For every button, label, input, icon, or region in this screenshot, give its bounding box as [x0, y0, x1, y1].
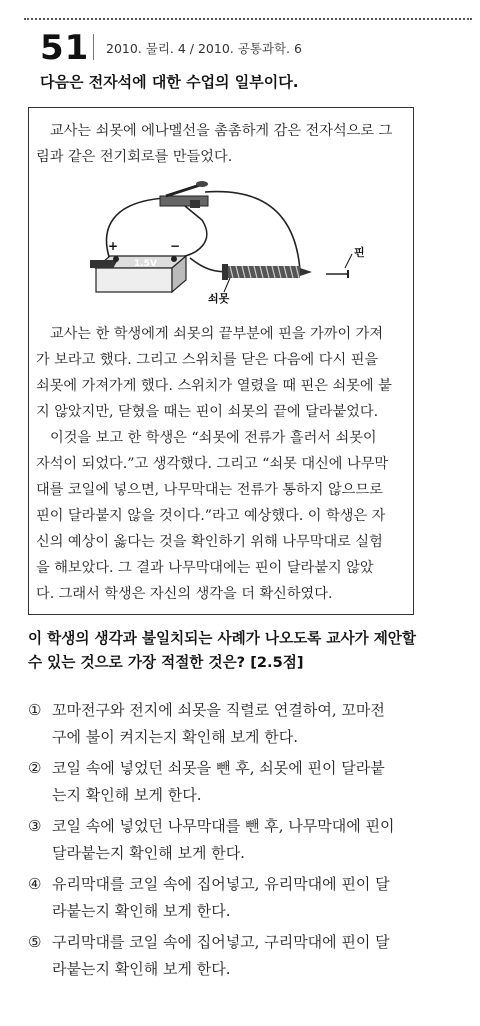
box-para2-line2: 가 보라고 했다. 그리고 스위치를 닫은 다음에 다시 핀을 [36, 352, 379, 368]
choice-3[interactable] [28, 813, 394, 867]
question-stem [28, 627, 416, 675]
battery-plus-label: + [108, 239, 119, 253]
nail-label: 쇠못 [208, 292, 230, 305]
box-para2-line11: 다. 그래서 학생은 자신의 생각을 더 확신하였다. [36, 586, 333, 602]
box-para2-line9: 신의 예상이 옳다는 것을 확인하기 위해 나무막대로 실험 [36, 534, 383, 550]
choice-4[interactable] [28, 871, 390, 925]
choice-2-mark: ② [28, 759, 42, 777]
choice-2-line2: 는지 확인해 보게 한다. [52, 786, 202, 804]
intro-text: 다음은 전자석에 대한 수업의 일부이다. [40, 73, 299, 91]
header-dotted-rule [24, 18, 472, 20]
box-para1-line1: 교사는 쇠못에 에나멜선을 촘촘하게 감은 전자석으로 그 [50, 123, 393, 139]
choice-2-line1: 코일 속에 넣었던 쇠못을 뺀 후, 쇠못에 핀이 달라붙 [52, 759, 385, 777]
choice-1[interactable] [28, 697, 385, 751]
box-para2-line4: 지 않았지만, 닫혔을 때는 핀이 쇠못의 끝에 달라붙었다. [36, 404, 379, 420]
question-number: 51 [40, 28, 90, 68]
circuit-figure [90, 180, 370, 320]
question-stem-line2: 수 있는 것으로 가장 적절한 것은? [2.5점] [28, 654, 304, 671]
box-para2-line3: 쇠못에 가져가게 했다. 스위치가 열렸을 때 핀은 쇠못에 붙 [36, 378, 392, 394]
choice-1-line1: 꼬마전구와 전지에 쇠못을 직렬로 연결하여, 꼬마전 [52, 701, 385, 719]
choice-4-line2: 라붙는지 확인해 보게 한다. [52, 902, 231, 920]
box-para2-line5: 이것을 보고 한 학생은 “쇠못에 전류가 흘러서 쇠못이 [50, 430, 377, 446]
switch-icon [160, 181, 208, 208]
question-stem-line1: 이 학생의 생각과 불일치되는 사례가 나오도록 교사가 제안할 [28, 630, 417, 647]
choice-5[interactable] [28, 929, 390, 983]
box-para2-line6: 자석이 되었다.”고 생각했다. 그리고 “쇠못 대신에 나무막 [36, 456, 389, 472]
choice-5-line1: 구리막대를 코일 속에 집어넣고, 구리막대에 핀이 달 [52, 933, 390, 951]
pin-icon [326, 270, 348, 278]
choice-1-mark: ① [28, 701, 42, 719]
battery-minus-label: − [170, 239, 181, 253]
box-para2-line7: 대를 코일에 넣으면, 나무막대는 전류가 통하지 않으므로 [36, 482, 383, 498]
coil-nail-icon [222, 264, 312, 280]
pin-label: 핀 [354, 246, 365, 259]
question-source: 2010. 물리. 4 / 2010. 공통과학. 6 [106, 41, 302, 56]
choice-3-mark: ③ [28, 817, 42, 835]
choice-5-line2: 라붙는지 확인해 보게 한다. [52, 960, 231, 978]
header-separator [93, 34, 94, 60]
box-para2-line1: 교사는 한 학생에게 쇠못의 끝부분에 핀을 가까이 가져 [50, 326, 384, 342]
box-para2-line10: 을 해보았다. 그 결과 나무막대에는 핀이 달라붙지 않았 [36, 560, 374, 576]
choice-3-line1: 코일 속에 넣었던 나무막대를 뺀 후, 나무막대에 핀이 [52, 817, 395, 835]
choice-2[interactable] [28, 755, 385, 809]
choice-5-mark: ⑤ [28, 933, 42, 951]
box-para2-line8: 핀이 달라붙지 않을 것이다.”라고 예상했다. 이 학생은 자 [36, 508, 386, 524]
battery-voltage-label: 1.5V [134, 259, 157, 269]
choice-4-mark: ④ [28, 875, 42, 893]
box-para1-line2: 림과 같은 전기회로를 만들었다. [36, 149, 233, 165]
choice-1-line2: 구에 불이 켜지는지 확인해 보게 한다. [52, 728, 298, 746]
choice-3-line2: 달라붙는지 확인해 보게 한다. [52, 844, 245, 862]
choice-4-line1: 유리막대를 코일 속에 집어넣고, 유리막대에 핀이 달 [52, 875, 390, 893]
